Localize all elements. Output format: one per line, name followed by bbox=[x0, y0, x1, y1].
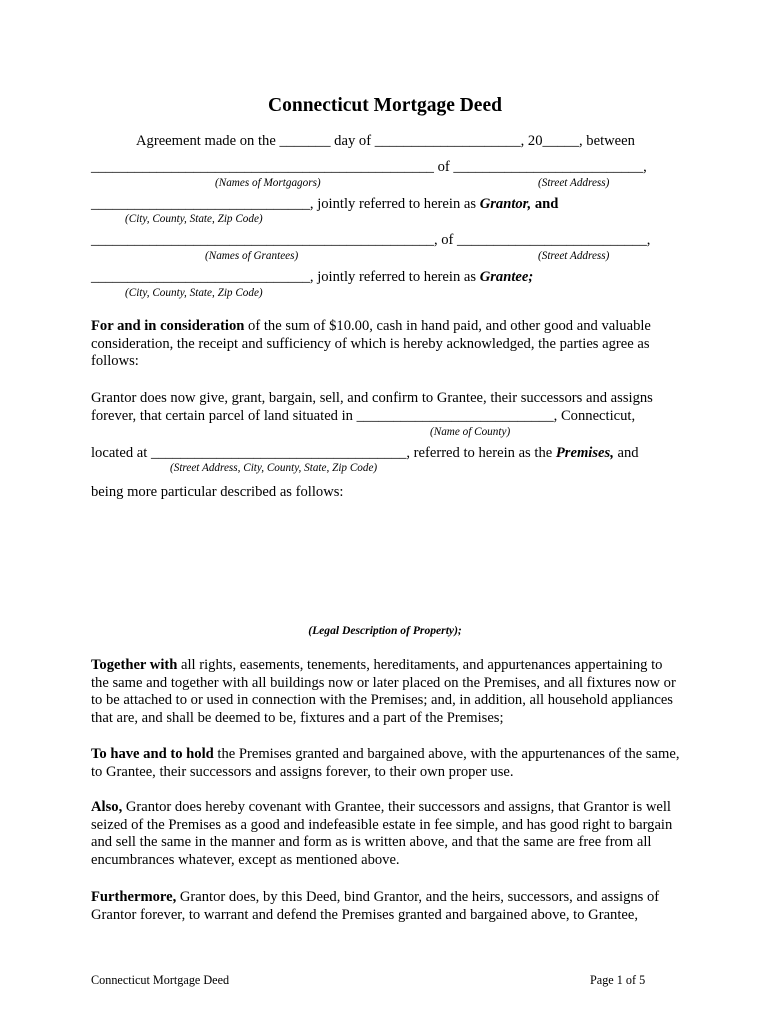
grantor-blank: ______________________________ bbox=[91, 196, 310, 212]
tohave-paragraph bbox=[91, 746, 683, 781]
grant-line-1: Grantor does now give, grant, bargain, sell, and confirm to Grantee, their successors and assigns bbox=[91, 390, 653, 406]
located-text: , referred to herein as the bbox=[406, 445, 556, 461]
tohave-lead: To have and to hold bbox=[91, 746, 214, 762]
street-caption: (Street Address, City, County, State, Zip Code) bbox=[170, 462, 378, 474]
grantee-names-caption: (Names of Grantees) bbox=[205, 250, 299, 262]
document-title: Connecticut Mortgage Deed bbox=[268, 95, 502, 116]
together-text: all rights, easements, tenements, hereditaments, and appurtenances appertaining to the same and together with all buildings now or later placed on the Premises, and all fixtures now or to be attached to or used in connection with the Premises; and, in addition, all household appliances that are, and shall be deemed to be, fixtures and a part of the Premises; bbox=[91, 657, 676, 726]
grantee-address-caption: (Street Address) bbox=[538, 250, 610, 262]
agreement-line: Agreement made on the _______ day of ____________________, 20_____, between bbox=[136, 133, 635, 149]
located-line bbox=[91, 444, 681, 462]
grantee-designation-line bbox=[91, 268, 681, 286]
consideration-paragraph bbox=[91, 318, 683, 371]
furthermore-text: Grantor does, by this Deed, bind Grantor, and the heirs, successors, and assigns of Grantor forever, to warrant and defend the Premises granted and bargained above, to Grantee, bbox=[91, 889, 660, 923]
grantor-line-text: , jointly referred to herein as bbox=[309, 196, 480, 212]
grantor-term: Grantor, bbox=[479, 196, 532, 212]
tohave-text: the Premises granted and bargained above, with the appurtenances of the same, to Grantee, their successors and assigns forever, to their own proper use. bbox=[91, 746, 680, 780]
county-caption: (Name of County) bbox=[430, 426, 511, 438]
mortgagor-names-caption: (Names of Mortgagors) bbox=[215, 177, 321, 189]
grantee-term: Grantee; bbox=[479, 269, 534, 285]
also-text: Grantor does hereby covenant with Grantee, their successors and assigns, that Grantor is well seized of the Premises as a good and indefeasible estate in fee simple, and has good right to bargain and sell the same in the manner and form as is written above, and that the same are free from all encumbrances whatever, except as mentioned above. bbox=[91, 799, 673, 868]
furthermore-paragraph bbox=[91, 889, 683, 924]
together-lead: Together with bbox=[91, 657, 178, 673]
also-paragraph bbox=[91, 799, 683, 869]
consideration-lead: For and in consideration bbox=[91, 318, 245, 334]
grantee-line: _______________________________________________, of __________________________, bbox=[91, 232, 651, 248]
consideration-text: of the sum of $10.00, cash in hand paid, and other good and valuable consideration, the receipt and sufficiency of which is hereby acknowledged, the parties agree as follows: bbox=[91, 318, 651, 370]
also-lead: Also, bbox=[91, 799, 123, 815]
footer-title: Connecticut Mortgage Deed bbox=[91, 973, 230, 987]
footer-page-number: Page 1 of 5 bbox=[590, 973, 646, 987]
city-caption-1: (City, County, State, Zip Code) bbox=[125, 213, 263, 225]
located-prefix: located at bbox=[91, 445, 151, 461]
premises-term: Premises, bbox=[555, 445, 614, 461]
located-blank: ___________________________________ bbox=[150, 445, 407, 461]
legal-description-label: (Legal Description of Property); bbox=[308, 624, 462, 637]
described-line: being more particular described as follows: bbox=[91, 484, 344, 500]
grantor-line bbox=[91, 195, 681, 213]
located-and: and bbox=[613, 445, 639, 461]
city-caption-2: (City, County, State, Zip Code) bbox=[125, 287, 263, 299]
grantor-and: and bbox=[531, 196, 559, 212]
mortgagor-line: _______________________________________________ of __________________________, bbox=[91, 159, 647, 175]
grantee-blank: ______________________________ bbox=[91, 269, 310, 285]
mortgagor-address-caption: (Street Address) bbox=[538, 177, 610, 189]
furthermore-lead: Furthermore, bbox=[91, 889, 177, 905]
together-paragraph bbox=[91, 657, 683, 727]
grantee-line-text: , jointly referred to herein as bbox=[309, 269, 480, 285]
grant-line-2: forever, that certain parcel of land situated in ___________________________, Connecticut, bbox=[91, 408, 636, 424]
